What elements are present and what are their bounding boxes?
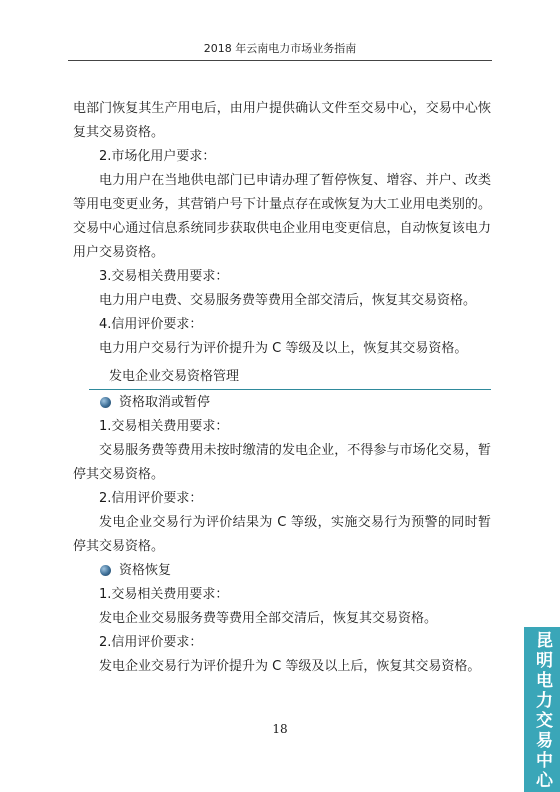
- paragraph-market-user: 电力用户在当地供电部门已申请办理了暂停恢复、增容、并户、改类等用电变更业务，其营销户号下计量点存在或恢复为大工业用电类别的。交易中心通过信息系统同步获取供电企业用电变更信息，自动恢复该电力用户交易资格。: [73, 173, 491, 260]
- section-underline: [89, 389, 491, 390]
- paragraph-credit: 发电企业交易行为评价提升为 C 等级及以上后，恢复其交易资格。: [99, 659, 481, 674]
- bullet-icon: [100, 565, 111, 576]
- item-label-credit: 2.信用评价要求：: [99, 635, 203, 650]
- item-label-fees: 1.交易相关费用要求：: [99, 587, 229, 602]
- side-tab-label: 昆明电力交易中心: [532, 631, 552, 791]
- page-number: 18: [272, 722, 288, 736]
- section-title: 发电企业交易资格管理: [109, 369, 240, 384]
- section-heading: [73, 365, 491, 389]
- bullet-icon: [100, 397, 111, 408]
- paragraph-fees: 电力用户电费、交易服务费等费用全部交清后，恢复其交易资格。: [99, 293, 477, 308]
- item-label-credit: 4.信用评价要求：: [99, 317, 203, 332]
- page-body: [73, 97, 491, 679]
- header-divider: [68, 60, 492, 61]
- paragraph-credit: 发电企业交易行为评价结果为 C 等级，实施交易行为预警的同时暂停其交易资格。: [73, 515, 491, 554]
- subsection-heading-suspend: [73, 391, 491, 415]
- paragraph-fees: 交易服务费等费用未按时缴清的发电企业，不得参与市场化交易，暂停其交易资格。: [73, 443, 491, 482]
- subsection-title: 资格恢复: [119, 563, 172, 578]
- paragraph-fees: 发电企业交易服务费等费用全部交清后，恢复其交易资格。: [99, 611, 438, 626]
- subsection-heading-restore: [73, 559, 491, 583]
- side-tab: [524, 627, 560, 792]
- running-header: 2018 年云南电力市场业务指南: [203, 42, 357, 55]
- item-label-market-user: 2.市场化用户要求：: [99, 149, 216, 164]
- item-label-credit: 2.信用评价要求：: [99, 491, 203, 506]
- subsection-title: 资格取消或暂停: [119, 395, 211, 410]
- item-label-fees: 1.交易相关费用要求：: [99, 419, 229, 434]
- paragraph-credit: 电力用户交易行为评价提升为 C 等级及以上，恢复其交易资格。: [99, 341, 468, 356]
- paragraph-continuation: 电部门恢复其生产用电后，由用户提供确认文件至交易中心，交易中心恢复其交易资格。: [73, 101, 491, 140]
- item-label-fees: 3.交易相关费用要求：: [99, 269, 229, 284]
